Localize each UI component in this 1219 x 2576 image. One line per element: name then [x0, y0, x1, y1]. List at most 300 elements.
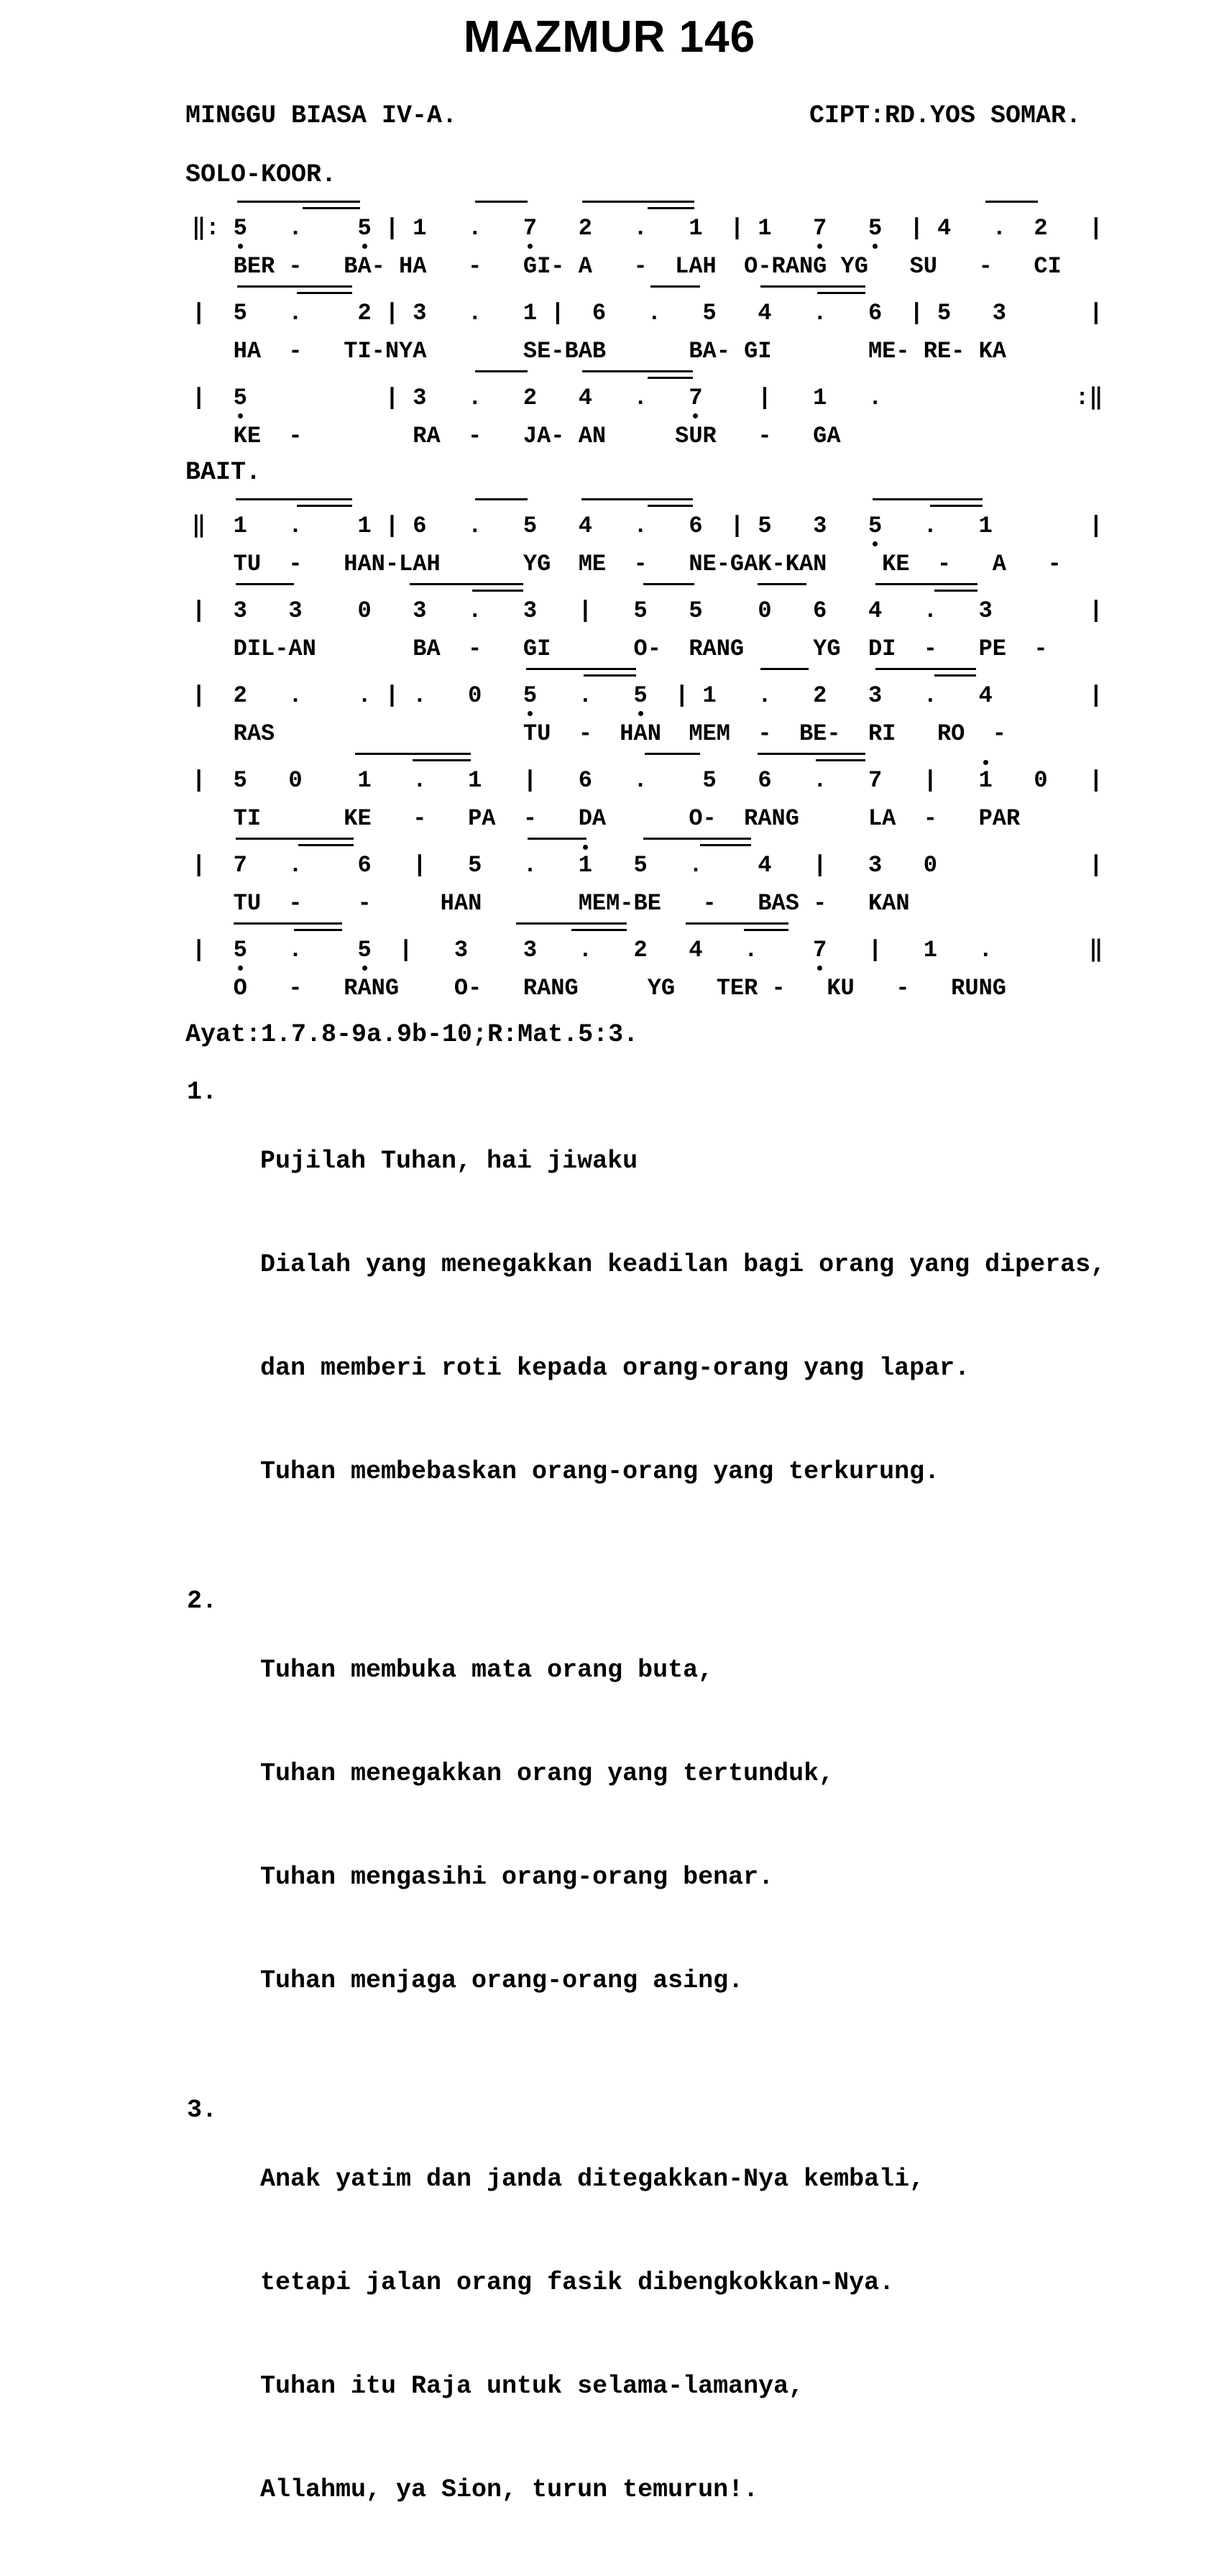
lyric-token: -	[288, 551, 303, 577]
note-token: 5	[233, 300, 247, 326]
lyric-token: TU	[233, 890, 262, 917]
lyric-token: SUR	[675, 423, 717, 449]
octave-down-dot	[873, 541, 878, 546]
verse-line: Tuhan membebaskan orang-orang yang terkurung.	[260, 1457, 940, 1486]
note-token: .	[633, 215, 648, 242]
octave-down-dot	[238, 966, 243, 971]
lyric-token: PA	[468, 805, 496, 832]
verse-line: Dialah yang menegakkan keadilan bagi orang yang diperas,	[260, 1250, 1106, 1279]
beam-line	[875, 668, 976, 670]
note-token: 3	[454, 937, 469, 963]
lyric-token: O-	[633, 636, 661, 662]
lyric-token: RAS	[233, 720, 275, 747]
octave-dots-row	[192, 329, 1219, 337]
note-token: .	[288, 937, 303, 963]
note-token: 0	[357, 597, 372, 624]
lyric-token: -	[923, 636, 937, 662]
octave-up-dot	[583, 845, 588, 850]
note-token: .	[868, 385, 883, 411]
beam-line-2	[648, 207, 694, 209]
lyric-token: TU	[523, 720, 551, 747]
lyrics-row	[192, 550, 1219, 579]
lyric-token: -	[288, 338, 303, 365]
music-line	[192, 198, 1219, 281]
note-token: 0	[758, 597, 772, 624]
verse-line: Anak yatim dan janda ditegakkan-Nya kembali,	[260, 2165, 925, 2194]
octave-down-dot	[362, 244, 367, 249]
note-token: .	[468, 300, 482, 326]
beam-line	[582, 201, 694, 203]
note-token: 5	[523, 682, 538, 709]
beam-line	[873, 498, 983, 500]
note-token: 0	[288, 767, 303, 794]
notes-row	[192, 383, 1219, 413]
lyrics-row	[192, 422, 1219, 451]
music-line	[192, 283, 1219, 366]
lyric-token: -	[288, 975, 303, 1001]
beam-line-2	[303, 207, 361, 209]
page-title: MAZMUR 146	[463, 12, 756, 62]
notes-row	[192, 298, 1219, 329]
note-token: 4	[758, 852, 772, 879]
beam-line-2	[297, 292, 352, 294]
lyric-token: HAN-LAH	[344, 551, 441, 577]
note-token: |	[192, 852, 206, 879]
verse-number: 1.	[187, 1078, 218, 1106]
note-token: 5	[523, 513, 538, 539]
lyric-token: KE	[882, 551, 910, 577]
note-token: 6	[813, 597, 827, 624]
note-token: |	[1089, 597, 1103, 624]
beam-line-2	[700, 844, 751, 846]
lyric-token: TER	[716, 975, 758, 1001]
note-token: .	[578, 937, 592, 963]
note-token: 3	[233, 597, 247, 624]
lyric-token: MEM	[689, 720, 730, 747]
note-token: ‖	[1089, 937, 1103, 963]
beam-line	[758, 583, 806, 585]
note-token: 5	[233, 385, 247, 411]
note-token: |	[385, 513, 400, 539]
beam-line-2	[648, 377, 693, 379]
lyric-token: GI	[523, 636, 551, 662]
lyric-token: GI	[744, 338, 772, 365]
octave-down-dot	[362, 966, 367, 971]
beam-line-2	[584, 674, 636, 677]
lyric-token: -	[633, 551, 648, 577]
lyric-token: YG	[840, 253, 868, 280]
beam-row	[192, 665, 1219, 681]
note-token: 6	[868, 300, 883, 326]
note-token: |	[551, 300, 565, 326]
notes-row	[192, 935, 1219, 966]
note-token: 5	[937, 300, 952, 326]
note-token: 5	[357, 215, 372, 242]
note-token: 3	[813, 513, 827, 539]
beam-line	[475, 201, 528, 203]
note-token: .	[578, 682, 592, 709]
lyric-token: -	[813, 890, 827, 917]
note-token: |	[192, 385, 206, 411]
lyric-token: HA	[399, 253, 427, 280]
lyric-token: DA	[578, 805, 607, 832]
lyric-token: YG	[813, 636, 841, 662]
beam-line	[475, 370, 528, 372]
note-token: 6	[758, 767, 772, 794]
lyric-token: TU	[233, 551, 262, 577]
verse-2	[187, 1584, 1219, 2067]
lyric-token: BA	[413, 636, 441, 662]
lyric-token: BE-	[799, 720, 841, 747]
lyric-token: -	[288, 890, 303, 917]
lyric-token: RO	[937, 720, 965, 747]
note-token: 1	[813, 385, 827, 411]
lyric-token: -	[523, 805, 538, 832]
note-token: 1	[758, 215, 772, 242]
beam-line	[237, 201, 360, 203]
verse-line: Pujilah Tuhan, hai jiwaku	[260, 1147, 638, 1175]
note-token: |	[675, 682, 689, 709]
lyric-token: PE	[978, 636, 1006, 662]
lyric-token: RANG	[744, 805, 799, 832]
beam-line-2	[817, 292, 865, 294]
beam-line-2	[648, 505, 693, 507]
note-token: 6	[689, 513, 703, 539]
note-token: 5	[633, 852, 648, 879]
lyric-token: -	[702, 890, 717, 917]
subtitle-left: MINGGU BIASA IV-A.	[185, 101, 458, 130]
note-token: .	[744, 937, 758, 963]
note-token: 3	[523, 937, 538, 963]
note-token: 7	[233, 852, 247, 879]
lyric-token: -	[896, 975, 910, 1001]
lyric-token: BA-	[689, 338, 730, 365]
octave-down-dot	[528, 244, 533, 249]
note-token: 3	[868, 852, 883, 879]
beam-line	[236, 498, 351, 500]
note-token: |	[413, 852, 427, 879]
note-token: |	[1089, 852, 1103, 879]
lyric-token: -	[633, 253, 648, 280]
note-token: .	[923, 513, 937, 539]
octave-down-dot	[238, 413, 243, 418]
lyric-token: DI	[868, 636, 896, 662]
lyric-token: -	[468, 253, 482, 280]
beam-line	[985, 201, 1038, 203]
note-token: .	[357, 682, 372, 709]
lyric-token: O-	[454, 975, 482, 1001]
verses	[0, 1075, 1219, 2576]
verse-line: Allahmu, ya Sion, turun temurun!.	[260, 2475, 759, 2504]
note-token: 3	[868, 682, 883, 709]
lyric-token: HAN	[440, 890, 482, 917]
lyric-token: JA-	[523, 423, 565, 449]
beam-row	[192, 920, 1219, 935]
beam-row	[192, 198, 1219, 214]
note-token: 2	[578, 215, 592, 242]
notes-row	[192, 766, 1219, 796]
note-token: 5	[758, 513, 772, 539]
note-token: ‖	[192, 513, 206, 539]
note-token: |	[385, 682, 400, 709]
note-token: 1	[578, 852, 592, 879]
lyric-token: KA	[978, 338, 1006, 365]
lyric-token: -	[468, 636, 482, 662]
note-token: 2	[813, 682, 827, 709]
lyric-token: ME	[578, 551, 607, 577]
note-token: .	[758, 682, 772, 709]
beam-line	[582, 370, 693, 372]
note-token: ‖	[192, 215, 206, 242]
beam-line-2	[413, 759, 471, 761]
beam-line	[526, 668, 637, 670]
lyric-token: -	[288, 253, 303, 280]
music-line	[192, 665, 1219, 748]
lyric-token: HAN	[620, 720, 661, 747]
verse-number: 2.	[187, 1587, 218, 1615]
octave-down-dot	[528, 711, 533, 716]
beam-line	[355, 753, 471, 755]
note-token: 1	[702, 682, 717, 709]
note-token: .	[689, 852, 703, 879]
lyrics-row	[192, 337, 1219, 366]
beam-row	[192, 367, 1219, 383]
header-row	[185, 101, 1081, 130]
note-token: |	[813, 852, 827, 879]
note-token: .	[978, 937, 993, 963]
music-line	[192, 835, 1219, 918]
beam-line	[516, 922, 627, 925]
note-token: .	[288, 300, 303, 326]
music-line	[192, 495, 1219, 579]
lyric-token: RANG	[689, 636, 745, 662]
note-token: .	[288, 215, 303, 242]
note-token: 7	[868, 767, 883, 794]
note-token: 1	[413, 215, 427, 242]
lyric-token: TI-NYA	[344, 338, 427, 365]
note-token: .	[923, 597, 937, 624]
note-token: 5	[702, 300, 717, 326]
note-token: 7	[813, 937, 827, 963]
beam-line-2	[298, 844, 354, 846]
note-token: 0	[468, 682, 482, 709]
note-token: 1	[233, 513, 247, 539]
note-token: 6	[592, 300, 607, 326]
solo-music	[192, 198, 1219, 451]
note-token: 4	[978, 682, 993, 709]
beam-row	[192, 580, 1219, 596]
lyric-token: RANG	[344, 975, 400, 1001]
note-token: |	[730, 513, 745, 539]
note-token: |	[1089, 513, 1103, 539]
note-token: 7	[523, 215, 538, 242]
note-token: 5	[357, 937, 372, 963]
note-token: 2	[633, 937, 648, 963]
note-token: |	[192, 597, 206, 624]
verse-line: Tuhan membuka mata orang buta,	[260, 1656, 714, 1685]
note-token: 5	[868, 215, 883, 242]
lyric-token: -	[578, 720, 592, 747]
beam-line	[475, 498, 528, 500]
music-line	[192, 580, 1219, 664]
verse-lines	[260, 2093, 924, 2576]
note-token: 0	[923, 852, 937, 879]
music-line	[192, 920, 1219, 1003]
lyric-token: -	[937, 551, 952, 577]
octave-down-dot	[873, 244, 878, 249]
note-token: .	[288, 852, 303, 879]
beam-line-2	[294, 929, 342, 931]
octave-dots-row	[192, 711, 1219, 720]
note-token: .	[468, 385, 482, 411]
note-token: |	[1089, 215, 1103, 242]
note-token: 5	[468, 852, 482, 879]
bait-music	[192, 495, 1219, 1003]
note-token: .	[468, 597, 482, 624]
lyric-token: BER	[233, 253, 275, 280]
lyric-token: -	[758, 423, 772, 449]
beam-line	[236, 838, 353, 840]
beam-line	[234, 922, 343, 925]
lyric-token: RANG	[523, 975, 579, 1001]
note-token: .	[633, 513, 648, 539]
lyric-token: A	[578, 253, 592, 280]
lyric-token: -	[413, 805, 427, 832]
note-token: 6	[357, 852, 372, 879]
subtitle-right: CIPT:RD.YOS SOMAR.	[809, 101, 1081, 130]
lyric-token: -	[288, 423, 303, 449]
lyric-token: SE-BAB	[523, 338, 607, 365]
note-token: |	[1089, 767, 1103, 794]
note-token: 4	[689, 937, 703, 963]
lyric-token: SU	[909, 253, 937, 280]
lyric-token: O-	[689, 805, 717, 832]
verse-line: Tuhan mengasihi orang-orang benar.	[260, 1863, 774, 1892]
beam-line-2	[472, 590, 523, 592]
verse-1	[187, 1075, 1219, 1558]
lyric-token: -	[758, 720, 772, 747]
note-token: 5	[633, 682, 648, 709]
note-token: |	[758, 385, 772, 411]
beam-line	[236, 583, 294, 585]
lyric-token: -	[992, 720, 1006, 747]
beam-row	[192, 283, 1219, 298]
lyric-token: MEM-BE	[578, 890, 661, 917]
note-token: .	[288, 682, 303, 709]
lyric-token: RE-	[923, 338, 965, 365]
note-token: |	[923, 767, 937, 794]
bait-section-label: BAIT.	[185, 458, 262, 487]
note-token: |	[192, 767, 206, 794]
note-token: 4	[937, 215, 952, 242]
lyrics-row	[192, 805, 1219, 833]
note-token: .	[923, 682, 937, 709]
note-token: 2	[523, 385, 538, 411]
note-token: .	[413, 767, 427, 794]
note-token: 1	[523, 300, 538, 326]
lyric-token: LAH	[675, 253, 717, 280]
note-token: :	[1075, 385, 1090, 411]
note-token: 5	[233, 215, 247, 242]
music-line	[192, 750, 1219, 833]
note-token: |	[909, 300, 924, 326]
lyric-token: O	[233, 975, 247, 1001]
verse-line: dan memberi roti kepada orang-orang yang lapar.	[260, 1354, 970, 1383]
lyric-token: -	[1047, 551, 1062, 577]
note-token: 2	[233, 682, 247, 709]
lyric-token: -	[771, 975, 786, 1001]
note-token: 3	[523, 597, 538, 624]
note-token: ‖	[1089, 385, 1103, 411]
lyric-token: TI	[233, 805, 262, 832]
note-token: .	[468, 215, 482, 242]
note-token: |	[385, 385, 400, 411]
note-token: |	[192, 682, 206, 709]
notes-row	[192, 681, 1219, 711]
lyrics-row	[192, 635, 1219, 664]
note-token: .	[647, 300, 661, 326]
verse-lines	[260, 1075, 1105, 1558]
note-token: .	[523, 852, 538, 879]
lyric-token: RA	[413, 423, 441, 449]
beam-line	[528, 838, 587, 840]
ayat-reference: Ayat:1.7.8-9a.9b-10;R:Mat.5:3.	[185, 1020, 639, 1049]
note-token: 5	[702, 767, 717, 794]
lyric-token: LA	[868, 805, 896, 832]
octave-down-dot	[638, 711, 643, 716]
music-line	[192, 367, 1219, 451]
verse-line: Tuhan menjaga orang-orang asing.	[260, 1966, 744, 1995]
lyric-token: -	[1034, 636, 1048, 662]
note-token: 1	[357, 513, 372, 539]
octave-dots-row	[192, 541, 1219, 550]
lyric-token: HA	[233, 338, 262, 365]
note-token: .	[288, 513, 303, 539]
beam-line	[645, 753, 700, 755]
beam-line-2	[930, 505, 983, 507]
note-token: 6	[413, 513, 427, 539]
octave-dots-row	[192, 413, 1219, 422]
lyric-token: YG	[647, 975, 676, 1001]
note-token: 4	[578, 385, 592, 411]
octave-dots-row	[192, 796, 1219, 805]
octave-down-dot	[817, 966, 822, 971]
octave-down-dot	[238, 244, 243, 249]
note-token: |	[192, 300, 206, 326]
beam-line	[410, 583, 523, 585]
note-token: 4	[758, 300, 772, 326]
beam-line	[581, 498, 694, 500]
note-token: 4	[578, 513, 592, 539]
lyric-token: NE-GAK-KAN	[689, 551, 827, 577]
lyric-token: DIL-AN	[233, 636, 316, 662]
note-token: |	[385, 215, 400, 242]
lyric-token: GA	[813, 423, 841, 449]
lyric-token: KU	[827, 975, 855, 1001]
note-token: .	[468, 513, 482, 539]
lyric-token: -	[978, 253, 993, 280]
note-token: |	[385, 300, 400, 326]
note-token: 1	[689, 215, 703, 242]
beam-line	[875, 583, 978, 585]
lyric-token: O-RANG	[744, 253, 827, 280]
note-token: 0	[1034, 767, 1048, 794]
lyric-token: -	[357, 890, 372, 917]
lyric-token: RUNG	[951, 975, 1006, 1001]
note-token: 3	[978, 597, 993, 624]
note-token: 5	[868, 513, 883, 539]
beam-line	[760, 668, 809, 670]
